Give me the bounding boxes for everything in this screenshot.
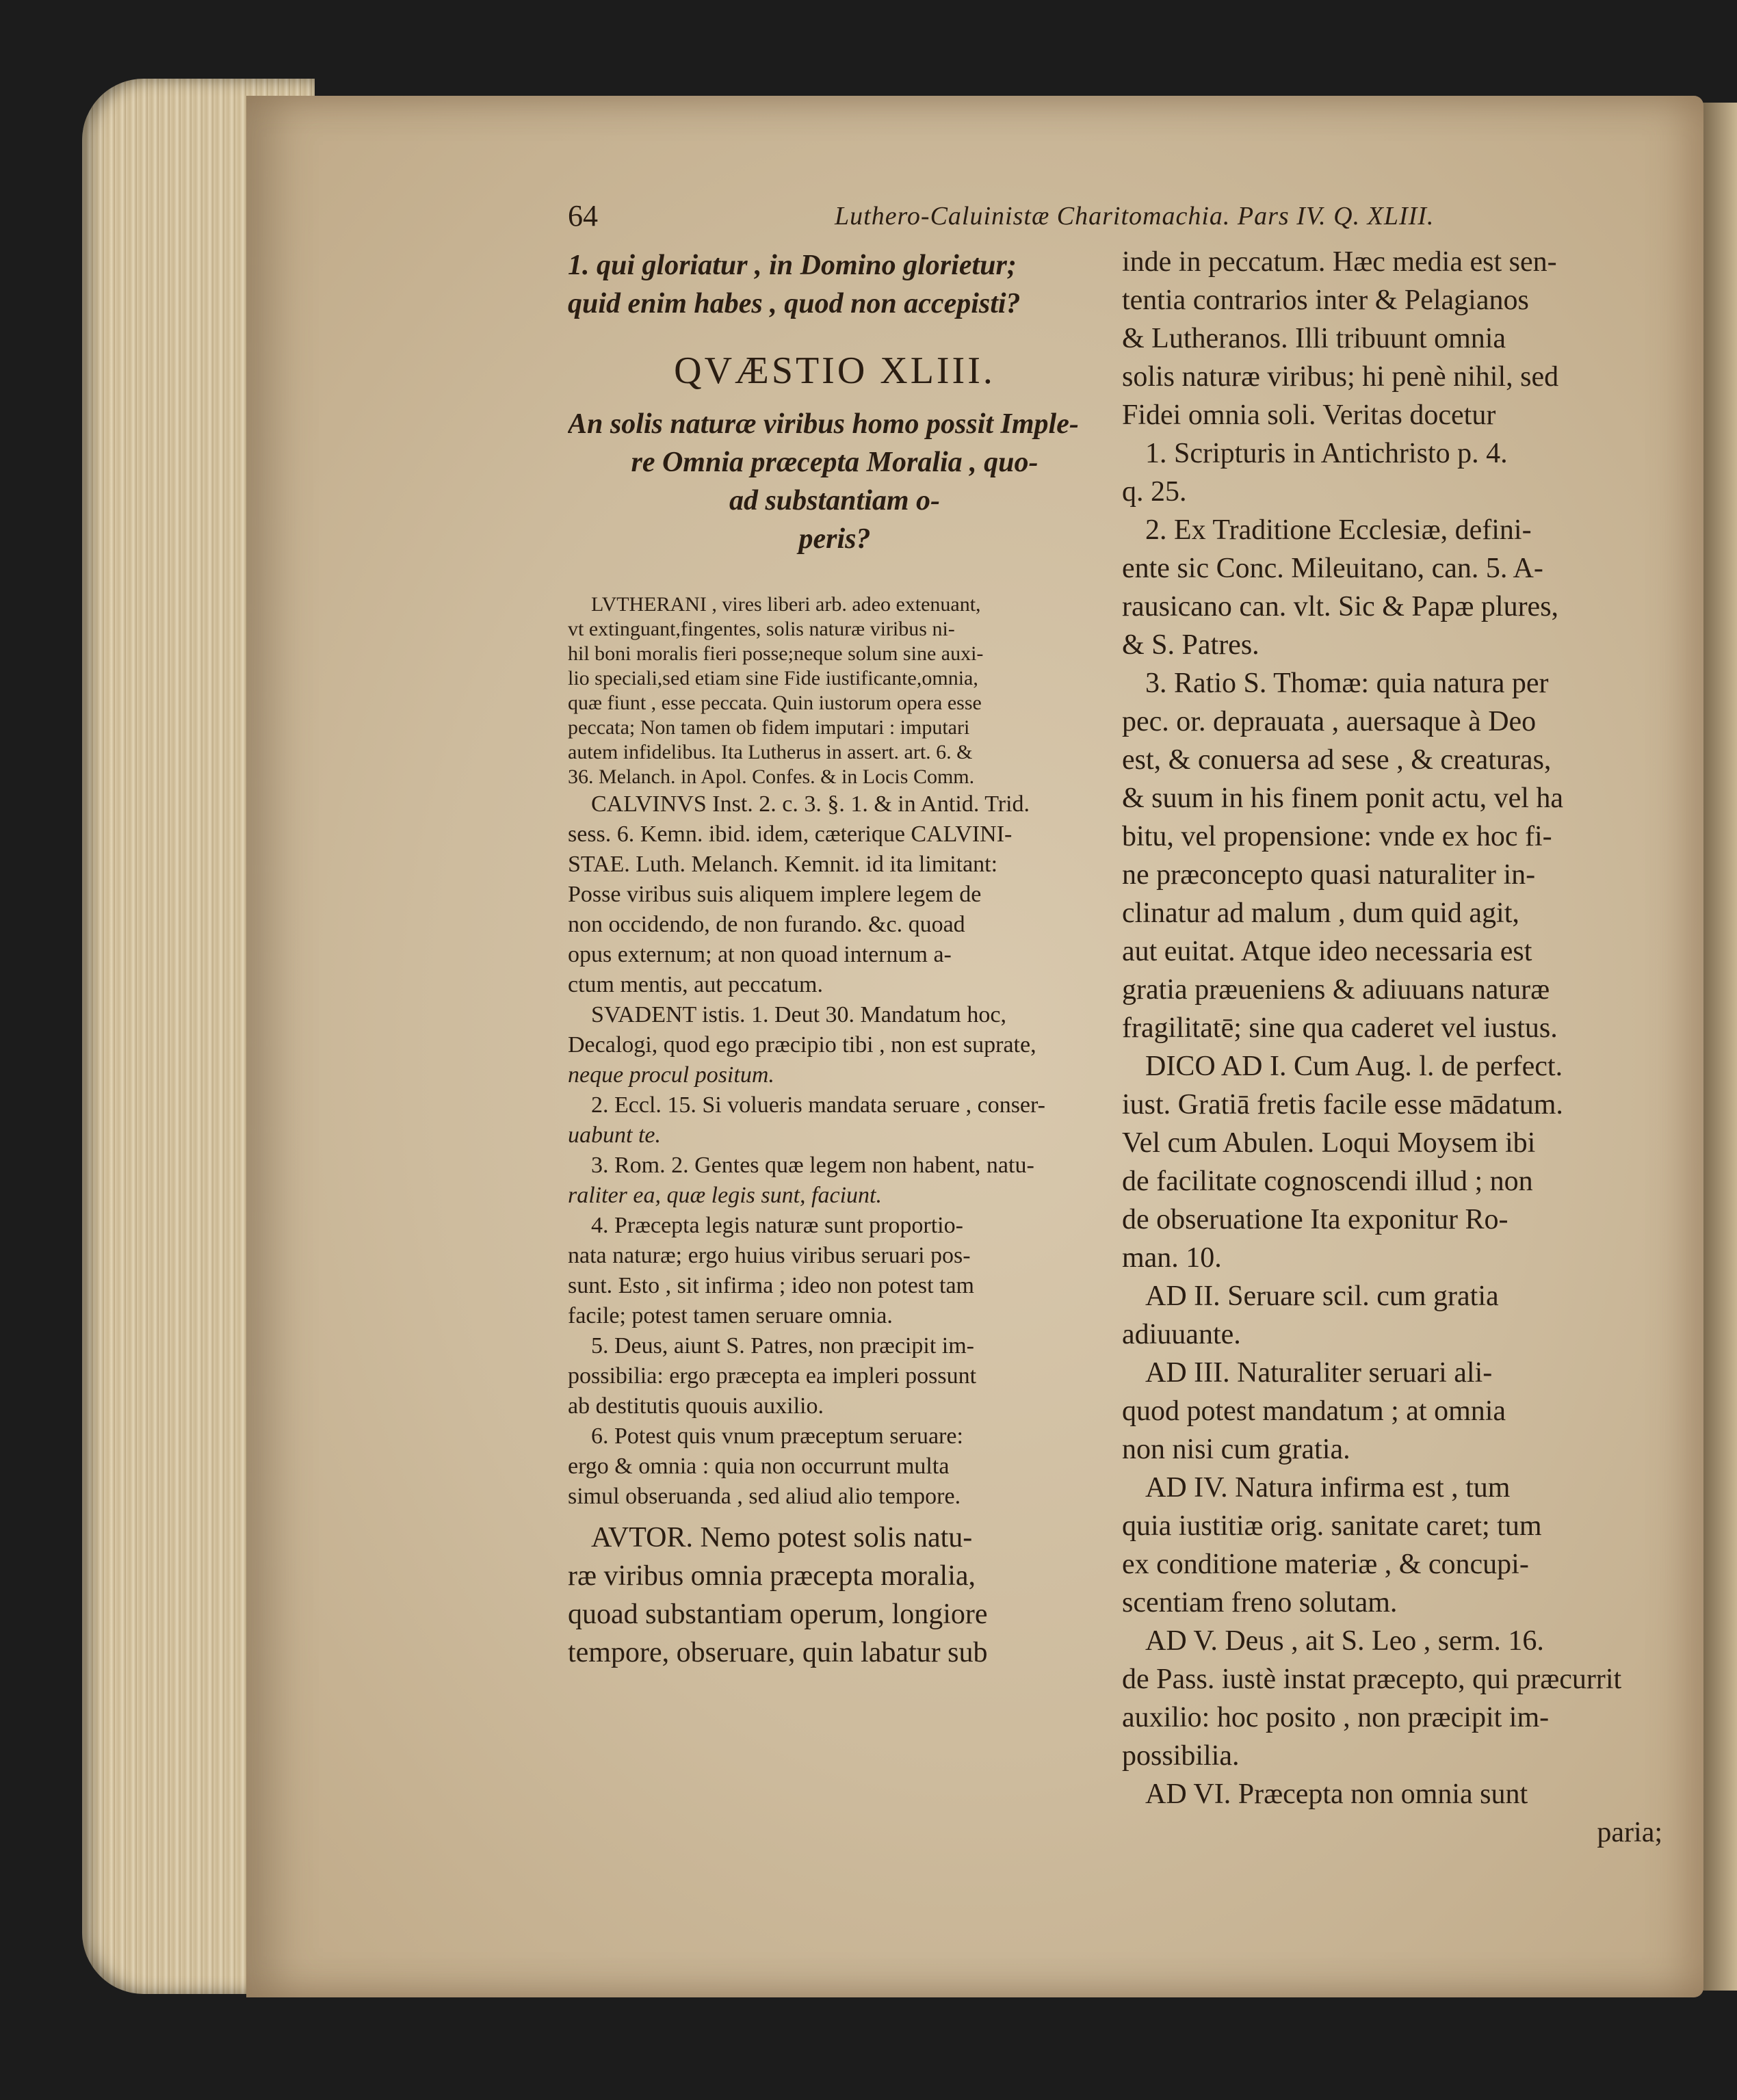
text-line: AD III. Naturaliter seruari ali- bbox=[1145, 1357, 1493, 1389]
text-line: Fidei omnia soli. Veritas docetur bbox=[1122, 399, 1496, 431]
text-line: peccata; Non tamen ob fidem imputari : imputari bbox=[568, 716, 970, 739]
text-line: nata naturæ; ergo huius viribus seruari pos- bbox=[568, 1243, 971, 1268]
text-line: & S. Patres. bbox=[1122, 629, 1259, 661]
text-line: SVADENT istis. 1. Deut 30. Mandatum hoc, bbox=[591, 1002, 1006, 1027]
text-line: facile; potest tamen seruare omnia. bbox=[568, 1303, 893, 1328]
left-column bbox=[568, 246, 1101, 1672]
text-line: non occidendo, de non furando. &c. quoad bbox=[568, 912, 965, 937]
text-line: quoad substantiam operum, longiore bbox=[568, 1599, 988, 1630]
right-column bbox=[1122, 243, 1662, 1852]
text-line: ergo & omnia : quia non occurrunt multa bbox=[568, 1454, 950, 1479]
text-line: ex conditione materiæ , & concupi- bbox=[1122, 1549, 1529, 1580]
text-line: ne præconcepto quasi naturaliter in- bbox=[1122, 859, 1536, 891]
text-line: opus externum; at non quoad internum a- bbox=[568, 942, 952, 967]
question-line: re Omnia præcepta Moralia , quo- bbox=[631, 447, 1039, 478]
text-line: neque procul positum. bbox=[568, 1062, 774, 1088]
text-line: 36. Melanch. in Apol. Confes. & in Locis Comm. bbox=[568, 765, 975, 788]
text-line: sunt. Esto , sit infirma ; ideo non potest tam bbox=[568, 1273, 975, 1298]
text-line: de facilitate cognoscendi illud ; non bbox=[1122, 1166, 1533, 1197]
text-line: AVTOR. Nemo potest solis natu- bbox=[591, 1522, 973, 1553]
calvinus-paragraph bbox=[568, 789, 1101, 1000]
text-line: rausicano can. vlt. Sic & Papæ plures, bbox=[1122, 591, 1559, 622]
suadent-paragraph bbox=[568, 1000, 1101, 1090]
text-line: possibilia. bbox=[1122, 1740, 1240, 1772]
text-line: 3. Rom. 2. Gentes quæ legem non habent, natu- bbox=[591, 1153, 1034, 1178]
text-line: inde in peccatum. Hæc media est sen- bbox=[1122, 246, 1557, 278]
text-line: autem infidelibus. Ita Lutherus in assert. art. 6. & bbox=[568, 741, 973, 763]
lutherani-paragraph bbox=[568, 592, 1101, 789]
text-line: Posse viribus suis aliquem implere legem de bbox=[568, 882, 982, 907]
text-line: auxilio: hoc posito , non præcipit im- bbox=[1122, 1702, 1550, 1733]
text-line: AD V. Deus , ait S. Leo , serm. 16. bbox=[1145, 1625, 1544, 1657]
text-line: ræ viribus omnia præcepta moralia, bbox=[568, 1560, 976, 1592]
text-line: tempore, obseruare, quin labatur sub bbox=[568, 1637, 988, 1668]
autor-paragraph bbox=[568, 1519, 1101, 1672]
text-line: simul obseruanda , sed aliud alio tempore. bbox=[568, 1484, 961, 1509]
page-header bbox=[568, 198, 1635, 239]
text-line: fragilitatē; sine qua caderet vel iustus. bbox=[1122, 1012, 1558, 1044]
text-line: 2. Ex Traditione Ecclesiæ, defini- bbox=[1145, 514, 1532, 546]
text-line: 3. Ratio S. Thomæ: quia natura per bbox=[1145, 668, 1549, 699]
text-line: & Lutheranos. Illi tribuunt omnia bbox=[1122, 323, 1506, 354]
text-line: 5. Deus, aiunt S. Patres, non præcipit im- bbox=[591, 1333, 975, 1359]
objection-4 bbox=[568, 1211, 1101, 1331]
text-line: q. 25. bbox=[1122, 476, 1187, 508]
text-line: tentia contrarios inter & Pelagianos bbox=[1122, 285, 1529, 316]
text-line: solis naturæ viribus; hi penè nihil, sed bbox=[1122, 361, 1559, 393]
text-line: pec. or. deprauata , auersaque à Deo bbox=[1122, 706, 1537, 737]
text-line: clinatur ad malum , dum quid agit, bbox=[1122, 897, 1519, 929]
text-line: 2. Eccl. 15. Si volueris mandata seruare , conser- bbox=[591, 1092, 1045, 1118]
text-line: AD II. Seruare scil. cum gratia bbox=[1145, 1281, 1499, 1312]
text-line: AD IV. Natura infirma est , tum bbox=[1145, 1472, 1511, 1504]
text-line: Decalogi, quod ego præcipio tibi , non est suprate, bbox=[568, 1032, 1036, 1058]
text-line: iust. Gratiā fretis facile esse mādatum. bbox=[1122, 1089, 1563, 1120]
intro-line: quid enim habes , quod non accepisti? bbox=[568, 288, 1021, 319]
text-line: raliter ea, quæ legis sunt, faciunt. bbox=[568, 1183, 882, 1208]
text-line: 1. Scripturis in Antichristo p. 4. bbox=[1145, 438, 1508, 469]
objection-6 bbox=[568, 1421, 1101, 1512]
text-line: sess. 6. Kemn. ibid. idem, cæterique CALVINI- bbox=[568, 822, 1013, 847]
question-line: ad substantiam o- bbox=[729, 485, 941, 516]
objection-3 bbox=[568, 1151, 1101, 1211]
running-head: Luthero-Caluinistæ Charitomachia. Pars IV. Q. XLIII. bbox=[835, 202, 1435, 231]
text-line: scentiam freno solutam. bbox=[1122, 1587, 1398, 1618]
text-line: quod potest mandatum ; at omnia bbox=[1122, 1395, 1506, 1427]
text-line: adiuuante. bbox=[1122, 1319, 1241, 1350]
text-line: possibilia: ergo præcepta ea impleri possunt bbox=[568, 1363, 977, 1389]
text-line: lio speciali,sed etiam sine Fide iustificante,omnia, bbox=[568, 667, 978, 690]
text-line: non nisi cum gratia. bbox=[1122, 1434, 1350, 1465]
text-line: & suum in his finem ponit actu, vel ha bbox=[1122, 783, 1564, 814]
catchword: paria; bbox=[1597, 1817, 1662, 1848]
text-line: uabunt te. bbox=[568, 1123, 661, 1148]
text-line: de Pass. iustè instat præcepto, qui præcurrit bbox=[1122, 1664, 1622, 1695]
text-line: 4. Præcepta legis naturæ sunt proportio- bbox=[591, 1213, 963, 1238]
page-number: 64 bbox=[568, 199, 598, 233]
text-line: 6. Potest quis vnum præceptum seruare: bbox=[591, 1423, 963, 1449]
text-line: ente sic Conc. Mileuitano, can. 5. A- bbox=[1122, 553, 1543, 584]
objection-5 bbox=[568, 1331, 1101, 1421]
text-line: ctum mentis, aut peccatum. bbox=[568, 972, 823, 997]
text-line: de obseruatione Ita exponitur Ro- bbox=[1122, 1204, 1509, 1235]
text-line: aut euitat. Atque ideo necessaria est bbox=[1122, 936, 1532, 967]
text-line: STAE. Luth. Melanch. Kemnit. id ita limitant: bbox=[568, 852, 998, 877]
text-line: quia iustitiæ orig. sanitate caret; tum bbox=[1122, 1510, 1542, 1542]
question-line: peris? bbox=[798, 523, 871, 555]
text-line: Vel cum Abulen. Loqui Moysem ibi bbox=[1122, 1127, 1536, 1159]
text-line: bitu, vel propensione: vnde ex hoc fi- bbox=[1122, 821, 1552, 852]
question-title: QVÆSTIO XLIII. bbox=[674, 350, 995, 392]
text-line: vt extinguant,fingentes, solis naturæ viribus ni- bbox=[568, 618, 955, 640]
text-line: quæ fiunt , esse peccata. Quin iustorum opera esse bbox=[568, 692, 982, 714]
text-line: ab destitutis quouis auxilio. bbox=[568, 1393, 824, 1419]
text-line: AD VI. Præcepta non omnia sunt bbox=[1145, 1779, 1528, 1810]
objection-2 bbox=[568, 1090, 1101, 1151]
text-line: est, & conuersa ad sese , & creaturas, bbox=[1122, 744, 1552, 776]
text-line: hil boni moralis fieri posse;neque solum sine auxi- bbox=[568, 642, 984, 665]
text-line: LVTHERANI , vires liberi arb. adeo extenuant, bbox=[591, 593, 981, 616]
text-line: man. 10. bbox=[1122, 1242, 1222, 1274]
text-line: gratia præueniens & adiuuans naturæ bbox=[1122, 974, 1550, 1006]
text-line: DICO AD I. Cum Aug. l. de perfect. bbox=[1145, 1051, 1563, 1082]
question-line: An solis naturæ viribus homo possit Imple- bbox=[568, 408, 1079, 440]
intro-line: 1. qui gloriatur , in Domino glorietur; bbox=[568, 250, 1017, 281]
text-line: CALVINVS Inst. 2. c. 3. §. 1. & in Antid. Trid. bbox=[591, 791, 1030, 817]
